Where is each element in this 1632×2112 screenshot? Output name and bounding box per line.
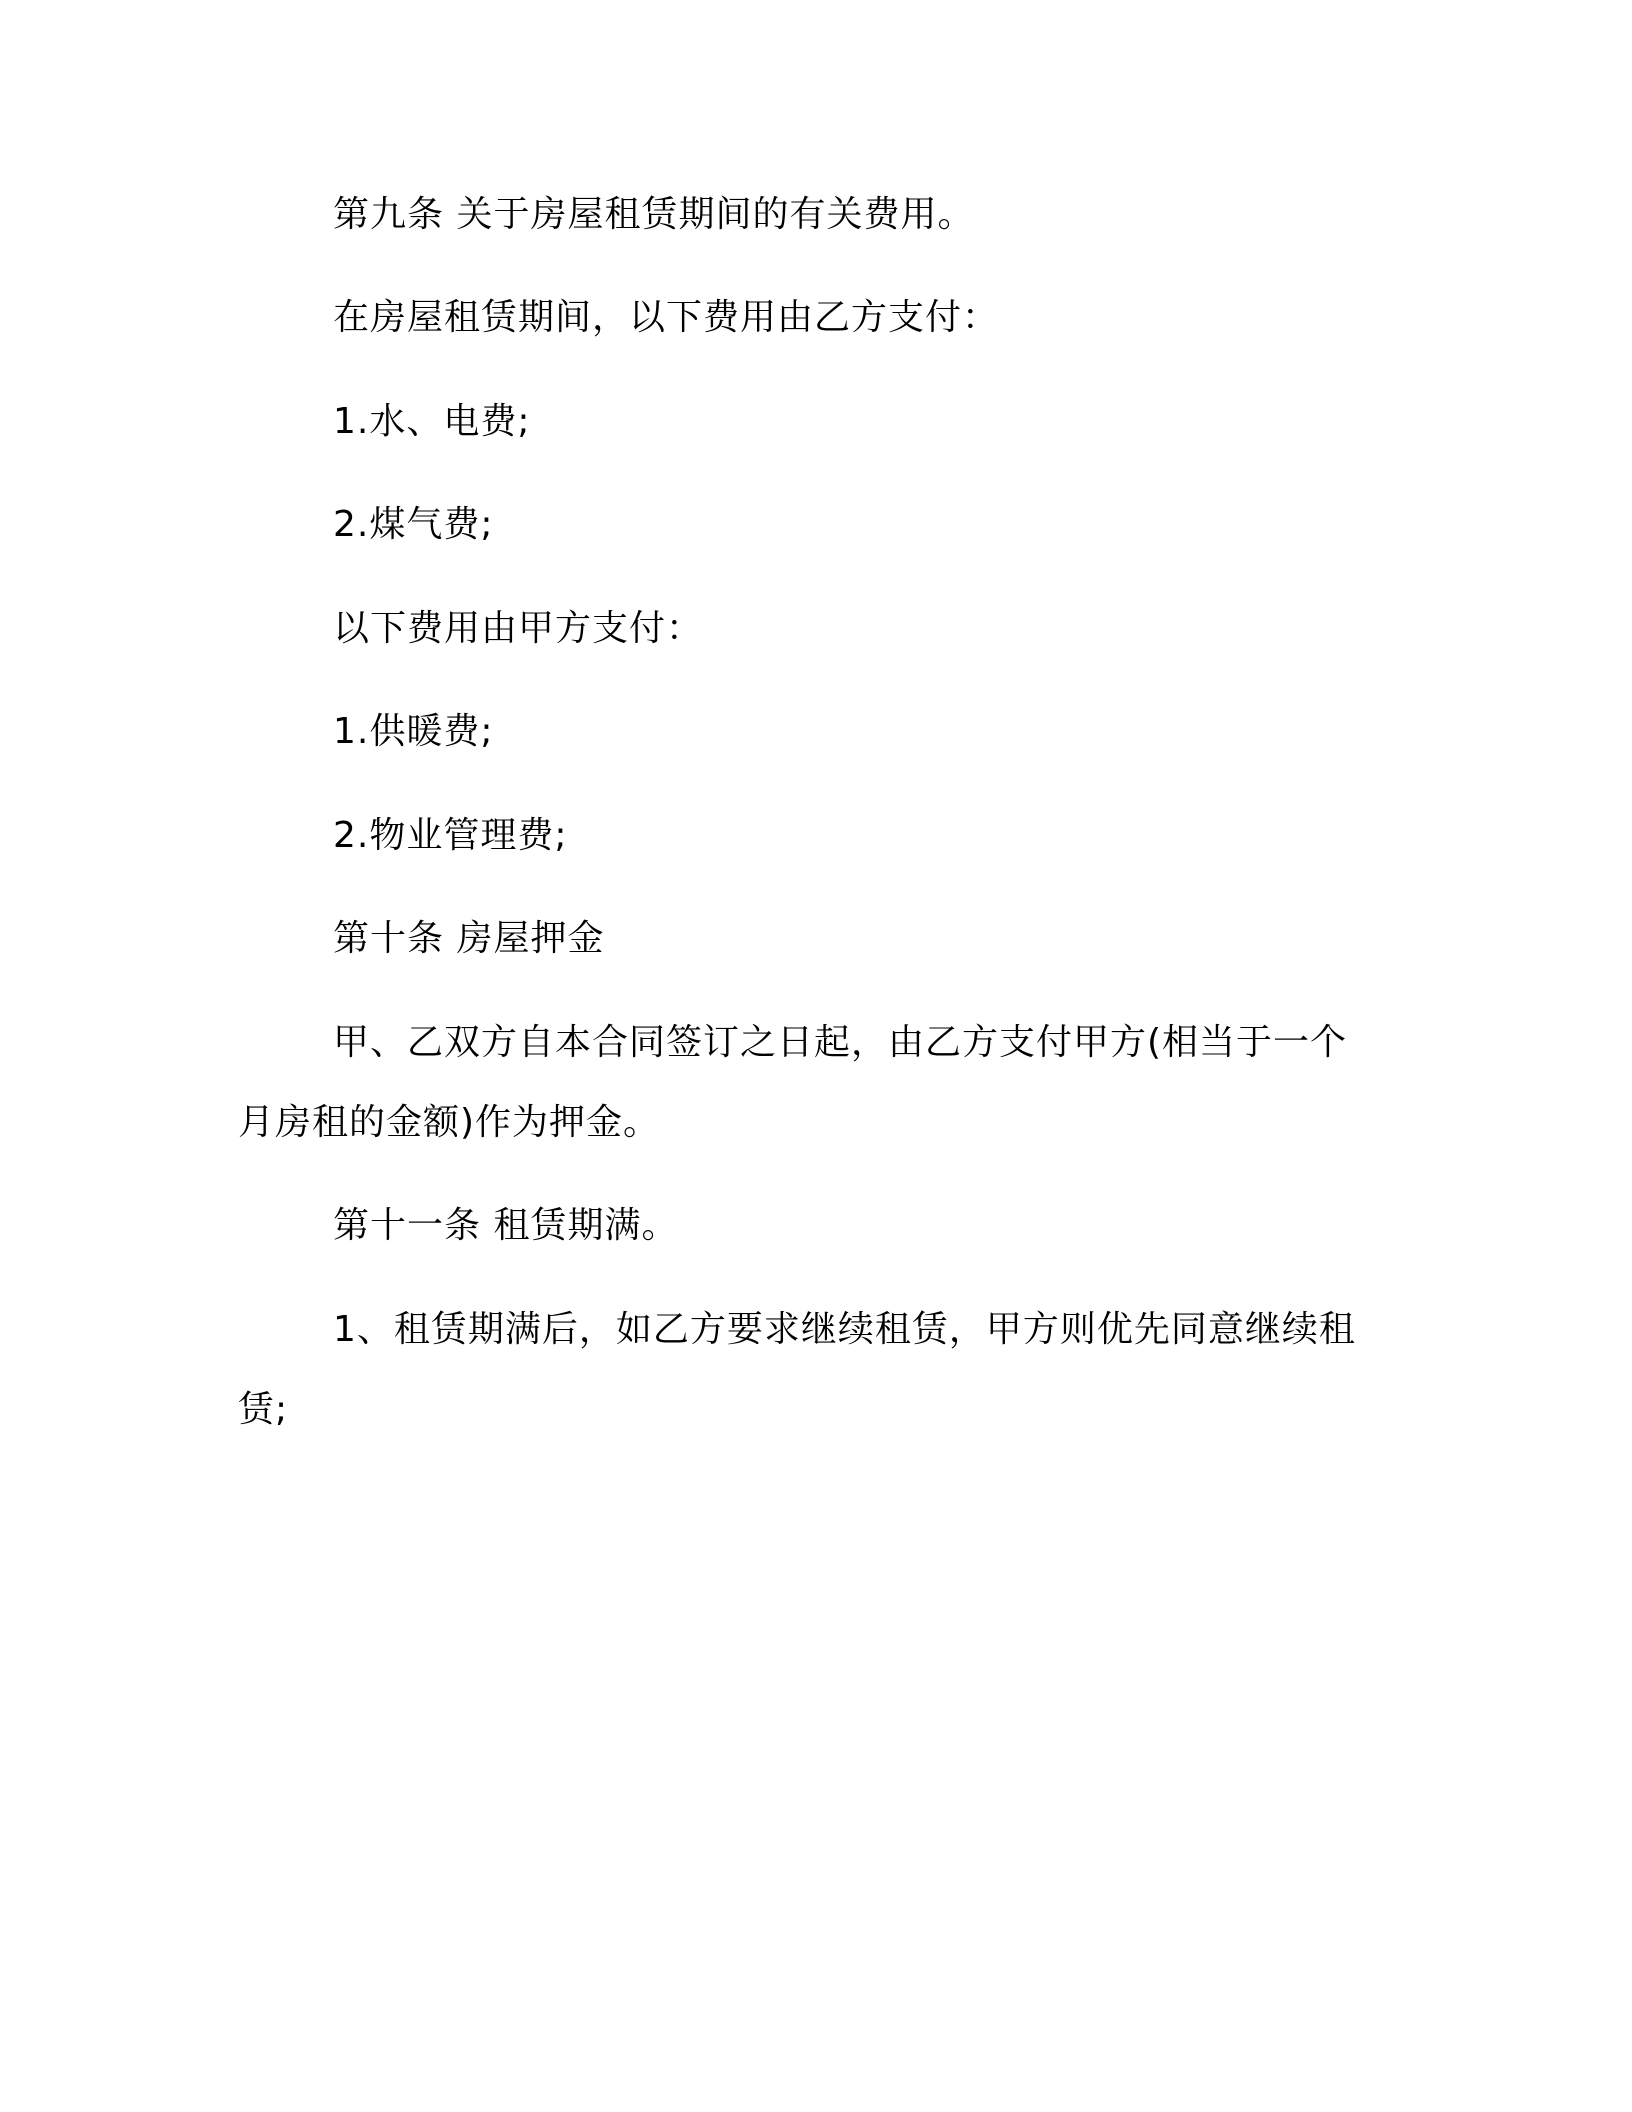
deposit-paragraph-line-2: 月房租的金额)作为押金。 <box>238 1102 661 1143</box>
article-10-heading: 第十条 房屋押金 <box>333 918 605 959</box>
deposit-paragraph-line-1: 甲、乙双方自本合同签订之日起，由乙方支付甲方(相当于一个 <box>333 1022 1348 1063</box>
landlord-fees-intro: 以下费用由甲方支付： <box>333 608 704 649</box>
tenant-fees-intro: 在房屋租赁期间，以下费用由乙方支付： <box>333 297 1000 338</box>
landlord-fee-item-1: 1.供暖费; <box>333 711 494 752</box>
article-9-heading: 第九条 关于房屋租赁期间的有关费用。 <box>333 194 975 235</box>
lease-expiry-clause-line-1: 1、租赁期满后，如乙方要求继续租赁，甲方则优先同意继续租 <box>333 1309 1356 1350</box>
tenant-fee-item-2: 2.煤气费; <box>333 504 494 545</box>
tenant-fee-item-1: 1.水、电费; <box>333 401 531 442</box>
lease-expiry-clause-line-2: 赁; <box>238 1389 289 1430</box>
article-11-heading: 第十一条 租赁期满。 <box>333 1205 679 1246</box>
landlord-fee-item-2: 2.物业管理费; <box>333 815 568 856</box>
